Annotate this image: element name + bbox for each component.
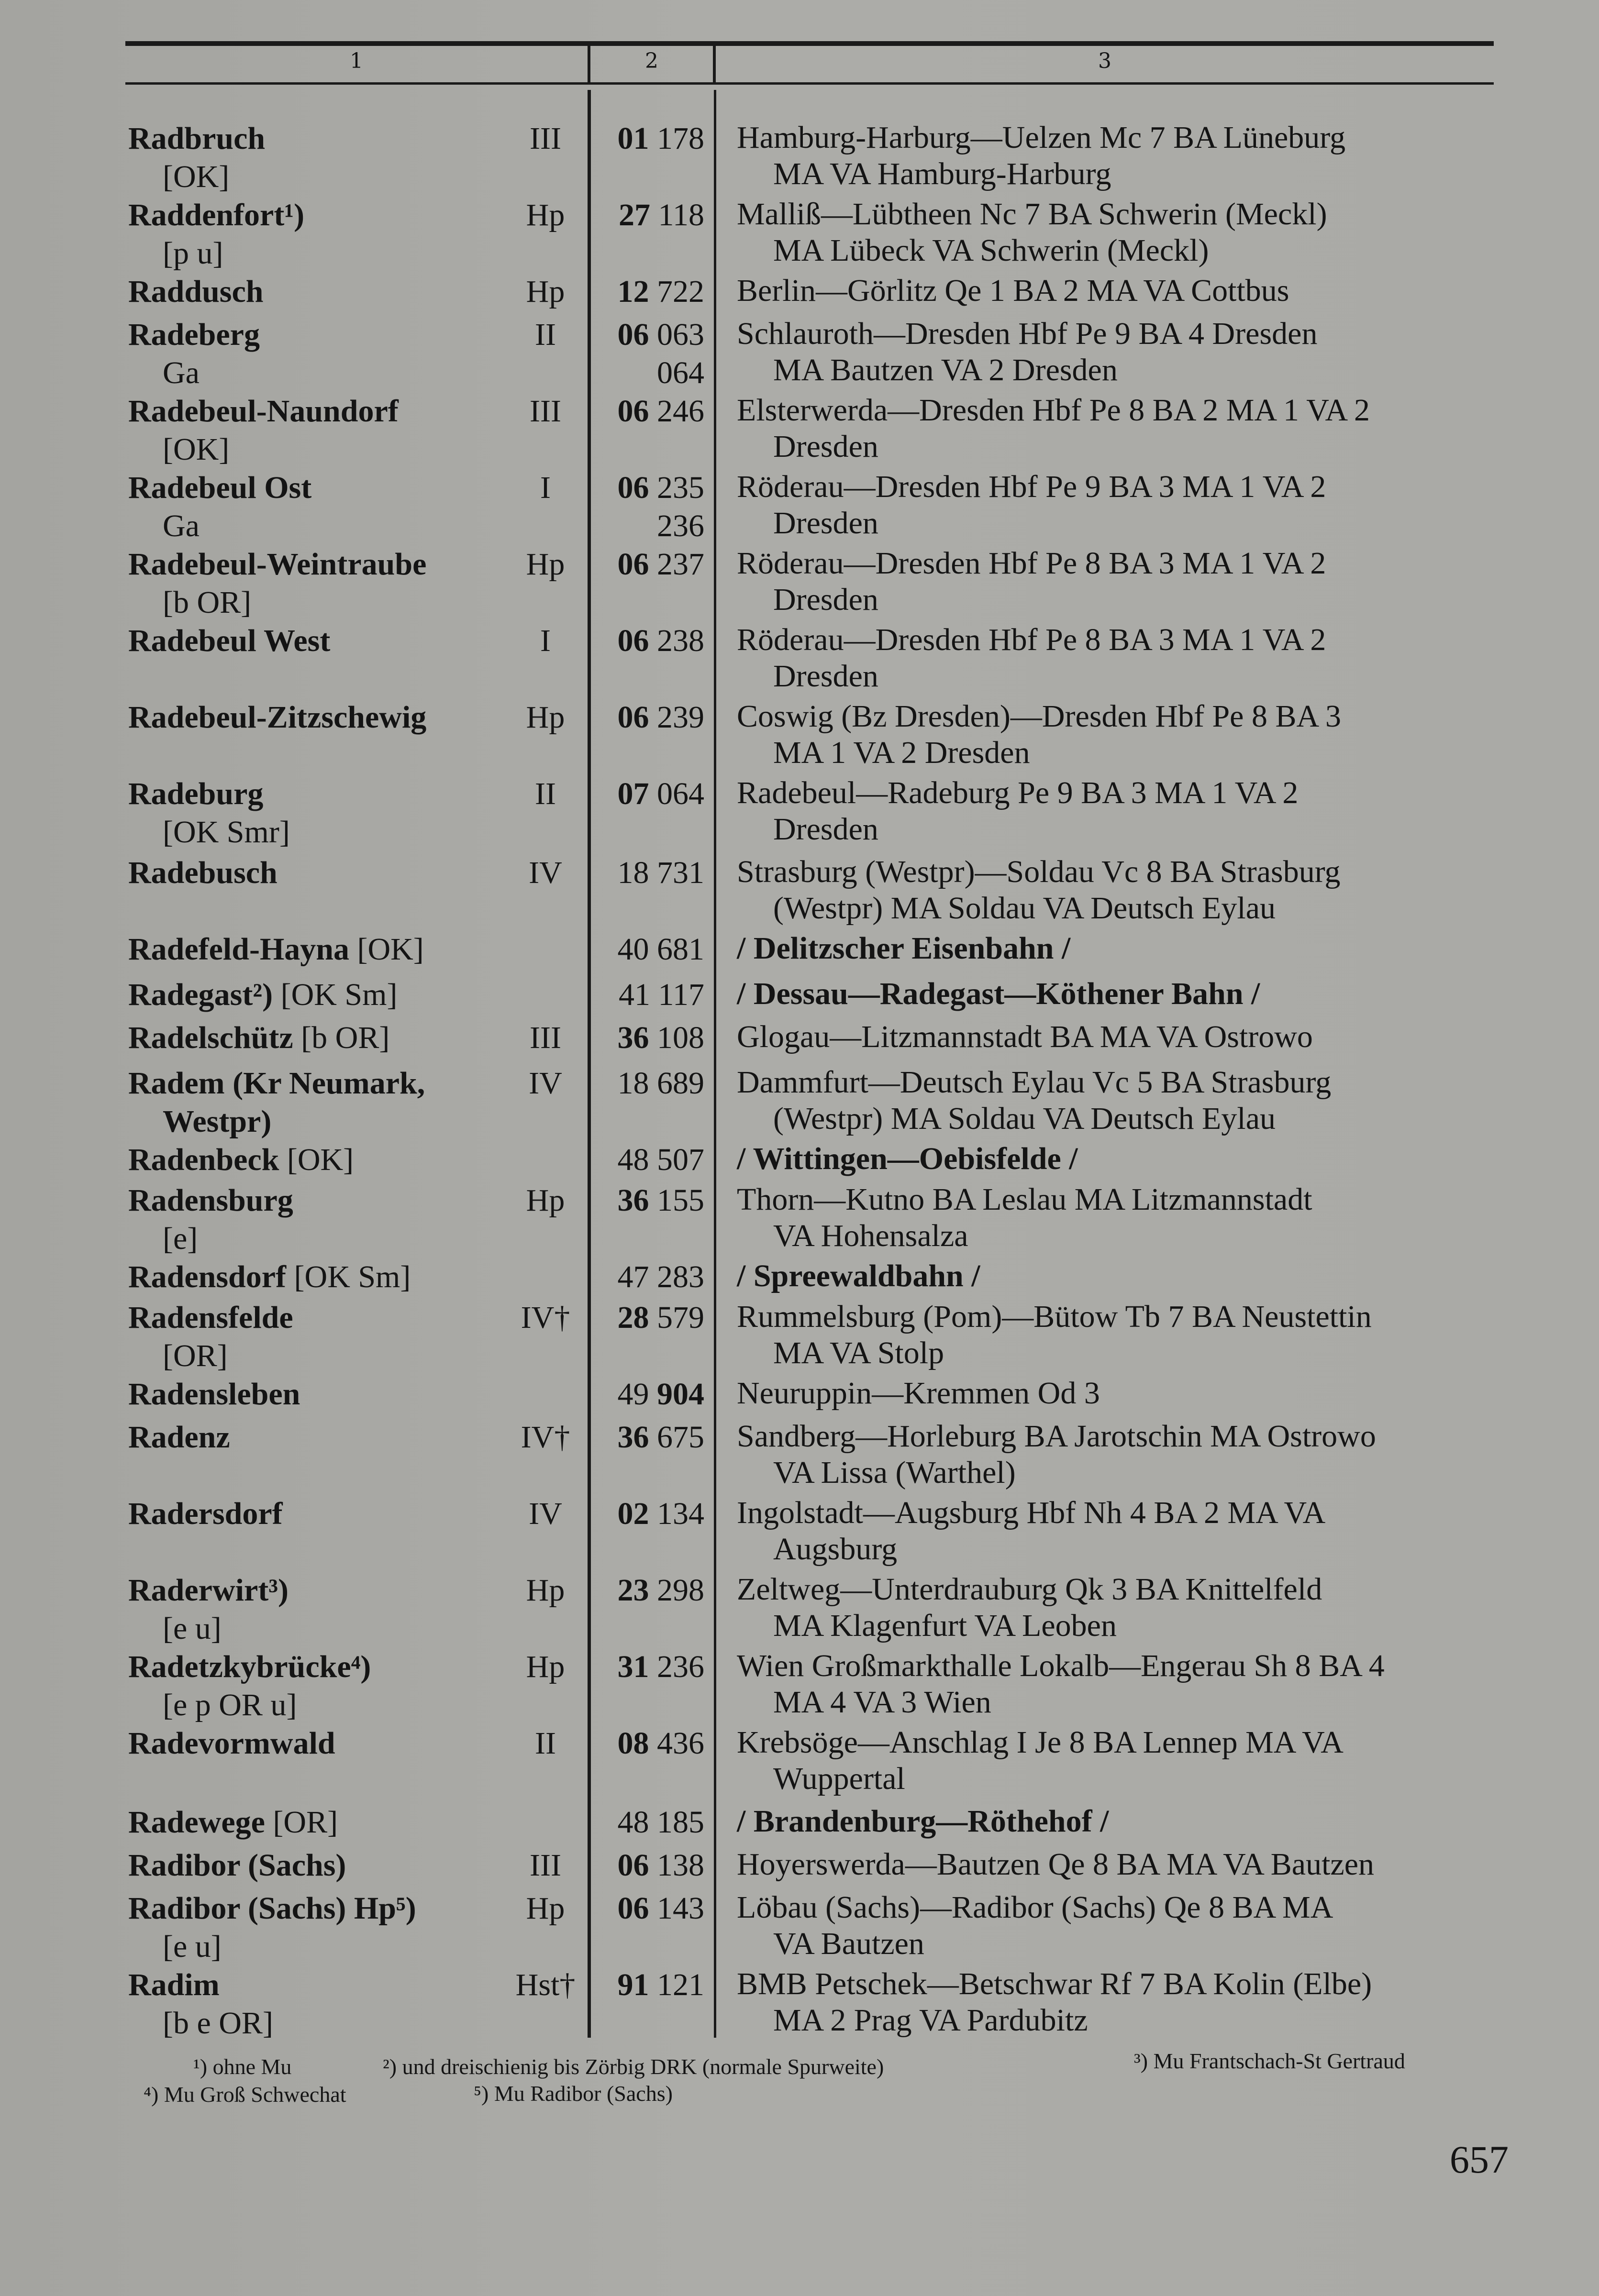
railway-company: / Wittingen—Oebisfelde / bbox=[737, 1141, 1078, 1176]
code-prefix: 08 bbox=[617, 1726, 649, 1761]
station-name: Raderwirt³) bbox=[128, 1573, 289, 1608]
code-number: 238 bbox=[657, 623, 704, 658]
station-code bbox=[604, 775, 704, 813]
description-line: Strasburg (Westpr)—Soldau Vc 8 BA Strasburg bbox=[737, 854, 1341, 889]
route-description bbox=[737, 1375, 1517, 1412]
station-name-cell bbox=[128, 1889, 525, 1966]
station-name-cell bbox=[128, 1375, 525, 1413]
station-code bbox=[604, 392, 704, 430]
code-prefix: 06 bbox=[617, 700, 649, 735]
station-remark: [OR] bbox=[265, 1805, 338, 1840]
code-number: 235 bbox=[657, 470, 704, 505]
description-line: VA Hohensalza bbox=[773, 1218, 968, 1253]
route-description bbox=[737, 775, 1517, 848]
route-description bbox=[737, 1724, 1517, 1797]
station-code bbox=[604, 469, 704, 545]
code-number: 40 681 bbox=[617, 932, 704, 967]
station-code bbox=[604, 1966, 704, 2004]
station-code bbox=[604, 120, 704, 158]
station-class: Hp bbox=[526, 1183, 565, 1218]
description-line: Neuruppin—Kremmen Od 3 bbox=[737, 1376, 1100, 1411]
description-line: Krebsöge—Anschlag I Je 8 BA Lennep MA VA bbox=[737, 1725, 1344, 1760]
station-name-cell bbox=[128, 1258, 525, 1296]
station-subline: Ga bbox=[163, 508, 200, 543]
station-code bbox=[604, 545, 704, 584]
station-class: III bbox=[530, 1848, 561, 1883]
station-name-cell bbox=[128, 545, 525, 622]
code-number: 48 185 bbox=[617, 1805, 704, 1840]
code-prefix: 36 bbox=[617, 1020, 649, 1055]
description-line: MA Lübeck VA Schwerin (Meckl) bbox=[773, 233, 1209, 268]
route-description bbox=[737, 1803, 1517, 1840]
route-description bbox=[737, 930, 1517, 967]
station-name: Radibor (Sachs) bbox=[128, 1848, 346, 1883]
code-secondary: 236 bbox=[657, 508, 704, 543]
code-prefix: 06 bbox=[617, 317, 649, 352]
page-number: 657 bbox=[1450, 2138, 1509, 2181]
description-line: Löbau (Sachs)—Radibor (Sachs) Qe 8 BA MA bbox=[737, 1890, 1333, 1925]
description-line: MA VA Hamburg-Harburg bbox=[773, 156, 1111, 191]
code-prefix: 01 bbox=[617, 121, 649, 156]
route-description bbox=[737, 1648, 1517, 1721]
code-prefix: 06 bbox=[617, 1891, 649, 1926]
description-line: VA Lissa (Warthel) bbox=[773, 1455, 1016, 1490]
code-number: 155 bbox=[657, 1183, 704, 1218]
code-number: 18 689 bbox=[617, 1066, 704, 1101]
route-description bbox=[737, 622, 1517, 695]
station-class: Hp bbox=[526, 1891, 565, 1926]
route-description bbox=[737, 1181, 1517, 1254]
railway-company: / Delitzscher Eisenbahn / bbox=[737, 931, 1071, 966]
station-code bbox=[604, 1019, 704, 1057]
station-code bbox=[604, 316, 704, 392]
route-description bbox=[737, 1846, 1517, 1883]
code-number: 18 731 bbox=[617, 855, 704, 890]
description-line: Rummelsburg (Pom)—Bütow Tb 7 BA Neustettin bbox=[737, 1299, 1372, 1334]
station-subline: Ga bbox=[163, 355, 200, 390]
station-name: Radebeul West bbox=[128, 623, 331, 658]
station-name: Radeburg bbox=[128, 776, 264, 811]
code-number: 134 bbox=[657, 1496, 704, 1531]
description-line: Röderau—Dresden Hbf Pe 9 BA 3 MA 1 VA 2 bbox=[737, 469, 1326, 504]
station-name: Radelschütz bbox=[128, 1020, 293, 1055]
station-code bbox=[604, 1181, 704, 1220]
station-name: Radetzkybrücke⁴) bbox=[128, 1649, 371, 1684]
station-name: Radensburg bbox=[128, 1183, 293, 1218]
station-class: IV† bbox=[521, 1300, 570, 1335]
description-line: VA Bautzen bbox=[773, 1926, 924, 1961]
station-name: Radensdorf bbox=[128, 1259, 287, 1294]
station-class: III bbox=[530, 1020, 561, 1055]
station-class: III bbox=[530, 121, 561, 156]
code-prefix: 06 bbox=[617, 394, 649, 429]
station-name-cell bbox=[128, 1181, 525, 1258]
station-name: Raddenfort¹) bbox=[128, 198, 305, 232]
station-class: IV† bbox=[521, 1420, 570, 1455]
station-name: Radenbeck bbox=[128, 1142, 279, 1177]
station-name: Radensfelde bbox=[128, 1300, 293, 1335]
header-bottom-rule bbox=[125, 82, 1494, 85]
station-code bbox=[604, 1571, 704, 1610]
description-line: Glogau—Litzmannstadt BA MA VA Ostrowo bbox=[737, 1019, 1313, 1054]
code-number: 118 bbox=[658, 198, 704, 232]
station-name: Radeberg bbox=[128, 317, 260, 352]
description-line: Wuppertal bbox=[773, 1761, 905, 1796]
station-name: Raddusch bbox=[128, 274, 264, 309]
code-number: 236 bbox=[657, 1649, 704, 1684]
footnote-2: ²) und dreischienig bis Zörbig DRK (normale Spurweite) bbox=[383, 2054, 884, 2079]
description-line: MA 2 Prag VA Pardubitz bbox=[773, 2003, 1088, 2038]
station-class: Hst† bbox=[515, 1967, 576, 2002]
footnote-4: ⁴) Mu Groß Schwechat bbox=[144, 2082, 346, 2107]
column-divider-3 bbox=[714, 90, 716, 2038]
route-description bbox=[737, 1064, 1517, 1137]
station-code bbox=[604, 1889, 704, 1928]
code-prefix: 06 bbox=[617, 470, 649, 505]
station-code bbox=[604, 196, 704, 234]
station-name: Radewege bbox=[128, 1805, 265, 1840]
station-subline: [b e OR] bbox=[163, 2006, 273, 2041]
route-description bbox=[737, 698, 1517, 771]
column-header-2: 2 bbox=[645, 49, 658, 73]
description-line: Zeltweg—Unterdrauburg Qk 3 BA Knittelfeld bbox=[737, 1572, 1322, 1607]
station-subline: Westpr) bbox=[163, 1104, 272, 1139]
station-class: I bbox=[540, 470, 551, 505]
station-name-cell bbox=[128, 698, 525, 737]
description-line: (Westpr) MA Soldau VA Deutsch Eylau bbox=[773, 1101, 1276, 1136]
description-line: Malliß—Lübtheen Nc 7 BA Schwerin (Meckl) bbox=[737, 197, 1327, 232]
station-name: Radem (Kr Neumark, bbox=[128, 1066, 425, 1101]
description-line: Radebeul—Radeburg Pe 9 BA 3 MA 1 VA 2 bbox=[737, 775, 1299, 810]
header-top-rule bbox=[125, 41, 1494, 46]
route-description bbox=[737, 316, 1517, 388]
code-prefix: 36 bbox=[617, 1183, 649, 1218]
description-line: Dresden bbox=[773, 506, 878, 541]
station-name: Radersdorf bbox=[128, 1496, 283, 1531]
code-number: 239 bbox=[657, 700, 704, 735]
code-secondary: 064 bbox=[657, 355, 704, 390]
station-code bbox=[604, 1375, 704, 1413]
code-prefix: 28 bbox=[617, 1300, 649, 1335]
code-number: 064 bbox=[657, 776, 704, 811]
code-prefix: 07 bbox=[617, 776, 649, 811]
station-class: Hp bbox=[526, 1573, 565, 1608]
station-name-cell bbox=[128, 1803, 525, 1842]
station-name-cell bbox=[128, 1571, 525, 1648]
station-code bbox=[604, 1803, 704, 1842]
station-name-cell bbox=[128, 1299, 525, 1375]
description-line: Hoyerswerda—Bautzen Qe 8 BA MA VA Bautzen bbox=[737, 1847, 1375, 1882]
description-line: Dresden bbox=[773, 812, 878, 847]
station-name-cell bbox=[128, 316, 525, 392]
code-number: 436 bbox=[657, 1726, 704, 1761]
station-name-cell bbox=[128, 775, 525, 851]
code-number: 49 bbox=[617, 1377, 657, 1412]
code-prefix: 91 bbox=[617, 1967, 649, 2002]
station-class: I bbox=[540, 623, 551, 658]
station-subline: [b OR] bbox=[163, 585, 252, 620]
station-name-cell bbox=[128, 930, 525, 969]
code-prefix: 31 bbox=[617, 1649, 649, 1684]
station-name: Radebeul Ost bbox=[128, 470, 312, 505]
station-name: Radenz bbox=[128, 1420, 230, 1455]
station-name: Radevormwald bbox=[128, 1726, 335, 1761]
station-name-cell bbox=[128, 1418, 525, 1457]
station-name-cell bbox=[128, 392, 525, 469]
station-code bbox=[604, 1418, 704, 1457]
description-line: Wien Großmarkthalle Lokalb—Engerau Sh 8 BA 4 bbox=[737, 1648, 1385, 1683]
code-suffix: 904 bbox=[657, 1377, 704, 1412]
station-code bbox=[604, 854, 704, 892]
station-class: Hp bbox=[526, 547, 565, 582]
route-description bbox=[737, 273, 1517, 309]
description-line: (Westpr) MA Soldau VA Deutsch Eylau bbox=[773, 891, 1276, 926]
description-line: MA 4 VA 3 Wien bbox=[773, 1685, 991, 1720]
station-code bbox=[604, 1648, 704, 1686]
station-code bbox=[604, 1495, 704, 1533]
route-description bbox=[737, 1889, 1517, 1962]
route-description bbox=[737, 976, 1517, 1012]
station-name-cell bbox=[128, 622, 525, 660]
code-number: 47 283 bbox=[617, 1259, 704, 1294]
station-code bbox=[604, 1141, 704, 1179]
description-line: MA 1 VA 2 Dresden bbox=[773, 735, 1030, 770]
station-name-cell bbox=[128, 1141, 525, 1179]
route-description bbox=[737, 469, 1517, 541]
code-prefix: 23 bbox=[617, 1573, 649, 1608]
code-prefix: 06 bbox=[617, 623, 649, 658]
route-description bbox=[737, 854, 1517, 927]
station-name: Radbruch bbox=[128, 121, 266, 156]
code-prefix: 36 bbox=[617, 1420, 649, 1455]
station-name-cell bbox=[128, 196, 525, 273]
station-code bbox=[604, 976, 704, 1014]
station-name: Radim bbox=[128, 1967, 220, 2002]
description-line: Dresden bbox=[773, 429, 878, 464]
code-number: 298 bbox=[657, 1573, 704, 1608]
code-prefix: 02 bbox=[617, 1496, 649, 1531]
station-name-cell bbox=[128, 1724, 525, 1763]
column-header-1: 1 bbox=[350, 49, 363, 73]
station-name: Radebeul-Zitzschewig bbox=[128, 700, 427, 735]
code-number: 063 bbox=[657, 317, 704, 352]
station-subline: [OR] bbox=[163, 1338, 228, 1373]
code-number: 48 507 bbox=[617, 1142, 704, 1177]
station-name-cell bbox=[128, 1846, 525, 1885]
code-number: 178 bbox=[657, 121, 704, 156]
description-line: Ingolstadt—Augsburg Hbf Nh 4 BA 2 MA VA bbox=[737, 1495, 1326, 1530]
station-name: Radebusch bbox=[128, 855, 278, 890]
station-class: IV bbox=[529, 1496, 562, 1531]
station-remark: [OK] bbox=[349, 932, 424, 967]
code-number: 138 bbox=[657, 1848, 704, 1883]
code-number: 41 117 bbox=[618, 977, 704, 1012]
description-line: Dammfurt—Deutsch Eylau Vc 5 BA Strasburg bbox=[737, 1065, 1332, 1100]
route-description bbox=[737, 1299, 1517, 1371]
description-line: Dresden bbox=[773, 582, 878, 617]
footnote-5: ⁵) Mu Radibor (Sachs) bbox=[474, 2081, 673, 2106]
station-class: Hp bbox=[526, 198, 565, 232]
station-subline: [OK Smr] bbox=[163, 815, 290, 850]
description-line: Dresden bbox=[773, 659, 878, 694]
station-subline: [OK] bbox=[163, 159, 230, 194]
code-prefix: 06 bbox=[617, 547, 649, 582]
station-remark: [OK] bbox=[279, 1142, 354, 1177]
code-prefix: 27 bbox=[618, 198, 650, 232]
station-class: Hp bbox=[526, 1649, 565, 1684]
station-class: III bbox=[530, 394, 561, 429]
station-name: Radebeul-Naundorf bbox=[128, 394, 399, 429]
route-description bbox=[737, 1418, 1517, 1491]
description-line: Berlin—Görlitz Qe 1 BA 2 MA VA Cottbus bbox=[737, 273, 1289, 308]
route-description bbox=[737, 196, 1517, 269]
station-name: Radibor (Sachs) Hp⁵) bbox=[128, 1891, 416, 1926]
station-name-cell bbox=[128, 1019, 525, 1057]
station-name-cell bbox=[128, 273, 525, 311]
station-remark: [OK Sm] bbox=[286, 1259, 411, 1294]
description-line: Coswig (Bz Dresden)—Dresden Hbf Pe 8 BA 3 bbox=[737, 699, 1341, 734]
description-line: Thorn—Kutno BA Leslau MA Litzmannstadt bbox=[737, 1182, 1312, 1217]
station-class: II bbox=[535, 1726, 556, 1761]
station-name: Radefeld-Hayna bbox=[128, 932, 349, 967]
code-number: 121 bbox=[657, 1967, 704, 2002]
station-name: Radensleben bbox=[128, 1377, 300, 1412]
description-line: Sandberg—Horleburg BA Jarotschin MA Ostrowo bbox=[737, 1419, 1376, 1454]
station-code bbox=[604, 698, 704, 737]
station-name: Radebeul-Weintraube bbox=[128, 547, 427, 582]
station-name-cell bbox=[128, 469, 525, 545]
description-line: Röderau—Dresden Hbf Pe 8 BA 3 MA 1 VA 2 bbox=[737, 546, 1326, 581]
station-name-cell bbox=[128, 1648, 525, 1724]
description-line: MA VA Stolp bbox=[773, 1336, 944, 1370]
route-description bbox=[737, 120, 1517, 192]
station-code bbox=[604, 1258, 704, 1296]
code-number: 675 bbox=[657, 1420, 704, 1455]
description-line: Schlauroth—Dresden Hbf Pe 9 BA 4 Dresden bbox=[737, 316, 1318, 351]
station-class: Hp bbox=[526, 700, 565, 735]
railway-company: / Dessau—Radegast—Köthener Bahn / bbox=[737, 976, 1260, 1011]
route-description bbox=[737, 1019, 1517, 1055]
station-name-cell bbox=[128, 976, 525, 1014]
station-subline: [p u] bbox=[163, 236, 223, 271]
code-number: 246 bbox=[657, 394, 704, 429]
station-name: Radegast²) bbox=[128, 977, 273, 1012]
code-prefix: 12 bbox=[617, 274, 649, 309]
code-prefix: 06 bbox=[617, 1848, 649, 1883]
station-code bbox=[604, 1724, 704, 1763]
footnote-1: ¹) ohne Mu bbox=[193, 2054, 292, 2079]
station-name-cell bbox=[128, 854, 525, 892]
footnote-3: ³) Mu Frantschach-St Gertraud bbox=[1134, 2049, 1405, 2073]
code-number: 579 bbox=[657, 1300, 704, 1335]
route-description bbox=[737, 1141, 1517, 1177]
station-remark: [b OR] bbox=[293, 1020, 390, 1055]
station-class: II bbox=[535, 317, 556, 352]
station-name-cell bbox=[128, 1064, 525, 1141]
route-description bbox=[737, 1966, 1517, 2039]
station-subline: [e p OR u] bbox=[163, 1688, 297, 1722]
station-subline: [e u] bbox=[163, 1929, 222, 1964]
code-number: 722 bbox=[657, 274, 704, 309]
station-name-cell bbox=[128, 1966, 525, 2042]
code-number: 108 bbox=[657, 1020, 704, 1055]
column-header-3: 3 bbox=[1098, 49, 1111, 73]
station-class: Hp bbox=[526, 274, 565, 309]
description-line: Hamburg-Harburg—Uelzen Mc 7 BA Lüneburg bbox=[737, 120, 1346, 155]
route-description bbox=[737, 1571, 1517, 1644]
railway-company: / Spreewaldbahn / bbox=[737, 1258, 980, 1293]
description-line: MA Klagenfurt VA Leoben bbox=[773, 1608, 1117, 1643]
station-subline: [OK] bbox=[163, 432, 230, 467]
station-code bbox=[604, 1299, 704, 1337]
route-description bbox=[737, 1258, 1517, 1294]
station-code bbox=[604, 930, 704, 969]
station-class: II bbox=[535, 776, 556, 811]
route-description bbox=[737, 1495, 1517, 1567]
station-class: IV bbox=[529, 1066, 562, 1101]
code-number: 237 bbox=[657, 547, 704, 582]
station-subline: [e u] bbox=[163, 1611, 222, 1646]
description-line: MA Bautzen VA 2 Dresden bbox=[773, 353, 1118, 387]
railway-company: / Brandenburg—Röthehof / bbox=[737, 1804, 1109, 1839]
station-code bbox=[604, 273, 704, 311]
route-description bbox=[737, 392, 1517, 465]
station-subline: [e] bbox=[163, 1221, 198, 1256]
description-line: BMB Petschek—Betschwar Rf 7 BA Kolin (Elbe) bbox=[737, 1966, 1372, 2001]
description-line: Augsburg bbox=[773, 1532, 898, 1567]
code-number: 143 bbox=[657, 1891, 704, 1926]
description-line: Elsterwerda—Dresden Hbf Pe 8 BA 2 MA 1 VA 2 bbox=[737, 393, 1370, 428]
station-code bbox=[604, 1064, 704, 1103]
station-class: IV bbox=[529, 855, 562, 890]
station-name-cell bbox=[128, 1495, 525, 1533]
description-line: Röderau—Dresden Hbf Pe 8 BA 3 MA 1 VA 2 bbox=[737, 622, 1326, 657]
route-description bbox=[737, 545, 1517, 618]
station-name-cell bbox=[128, 120, 525, 196]
station-code bbox=[604, 1846, 704, 1885]
station-remark: [OK Sm] bbox=[273, 977, 398, 1012]
column-divider-2 bbox=[588, 90, 591, 2038]
station-code bbox=[604, 622, 704, 660]
